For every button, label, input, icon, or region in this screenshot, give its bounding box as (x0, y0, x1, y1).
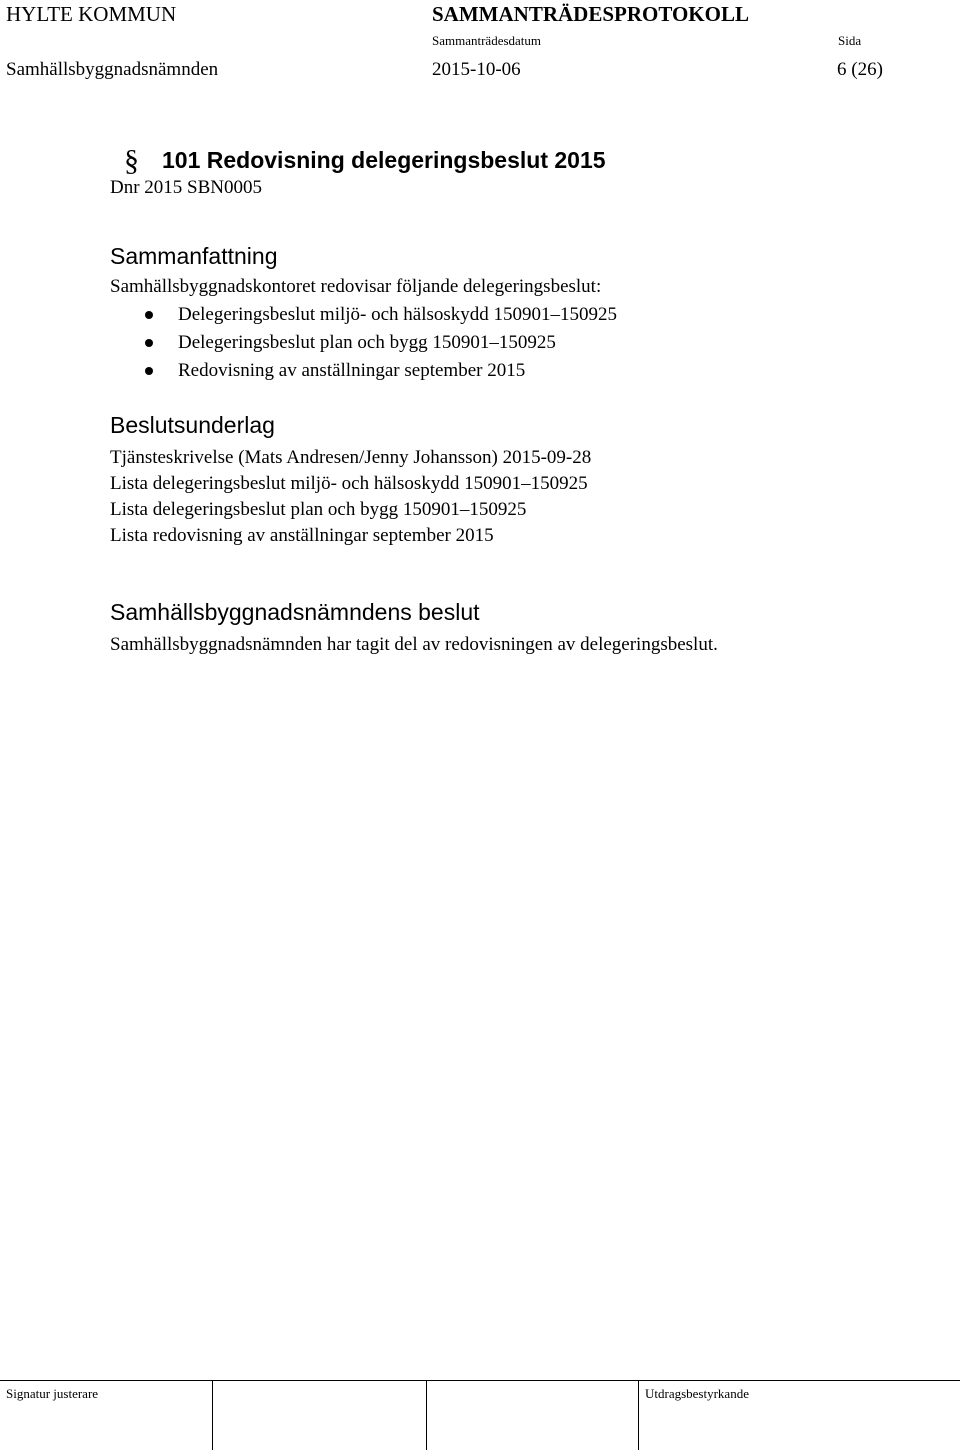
summary-heading: Sammanfattning (110, 243, 278, 269)
summary-intro: Samhällsbyggnadskontoret redovisar följande delegeringsbeslut: (110, 276, 602, 297)
basis-document: Lista delegeringsbeslut miljö- och hälsoskydd 150901–150925 (110, 473, 588, 494)
footer-column-divider (212, 1380, 213, 1450)
organization-name: HYLTE KOMMUN (6, 2, 177, 26)
footer-divider (0, 1380, 960, 1381)
board-name: Samhällsbyggnadsnämnden (6, 59, 219, 80)
basis-heading: Beslutsunderlag (110, 412, 275, 438)
decision-heading: Samhällsbyggnadsnämndens beslut (110, 599, 480, 625)
footer-column-divider (426, 1380, 427, 1450)
list-item-text: Delegeringsbeslut plan och bygg 150901–150925 (178, 332, 556, 353)
list-item-text: Redovisning av anställningar september 2015 (178, 360, 526, 381)
page-number: 6 (26) (837, 59, 883, 80)
paragraph-title: 101 Redovisning delegeringsbeslut 2015 (162, 147, 606, 173)
signature-label: Signatur justerare (6, 1386, 99, 1401)
list-item-text: Delegeringsbeslut miljö- och hälsoskydd 150901–150925 (178, 304, 618, 325)
basis-document: Lista delegeringsbeslut plan och bygg 150901–150925 (110, 499, 527, 520)
bullet-icon (145, 311, 153, 319)
bullet-icon (145, 367, 153, 375)
basis-document: Tjänsteskrivelse (Mats Andresen/Jenny Johansson) 2015-09-28 (110, 447, 592, 468)
bullet-icon (145, 339, 153, 347)
diary-number: Dnr 2015 SBN0005 (110, 177, 263, 198)
section-sign: § (124, 144, 139, 177)
decision-text: Samhällsbyggnadsnämnden har tagit del av redovisningen av delegeringsbeslut. (110, 634, 718, 655)
footer-column-divider (638, 1380, 639, 1450)
page-label: Sida (838, 33, 862, 48)
basis-document: Lista redovisning av anställningar september 2015 (110, 525, 494, 546)
extract-certification-label: Utdragsbestyrkande (645, 1386, 749, 1401)
document-type: SAMMANTRÄDESPROTOKOLL (432, 2, 749, 26)
meeting-date: 2015-10-06 (432, 59, 521, 80)
meeting-date-label: Sammanträdesdatum (432, 33, 542, 48)
